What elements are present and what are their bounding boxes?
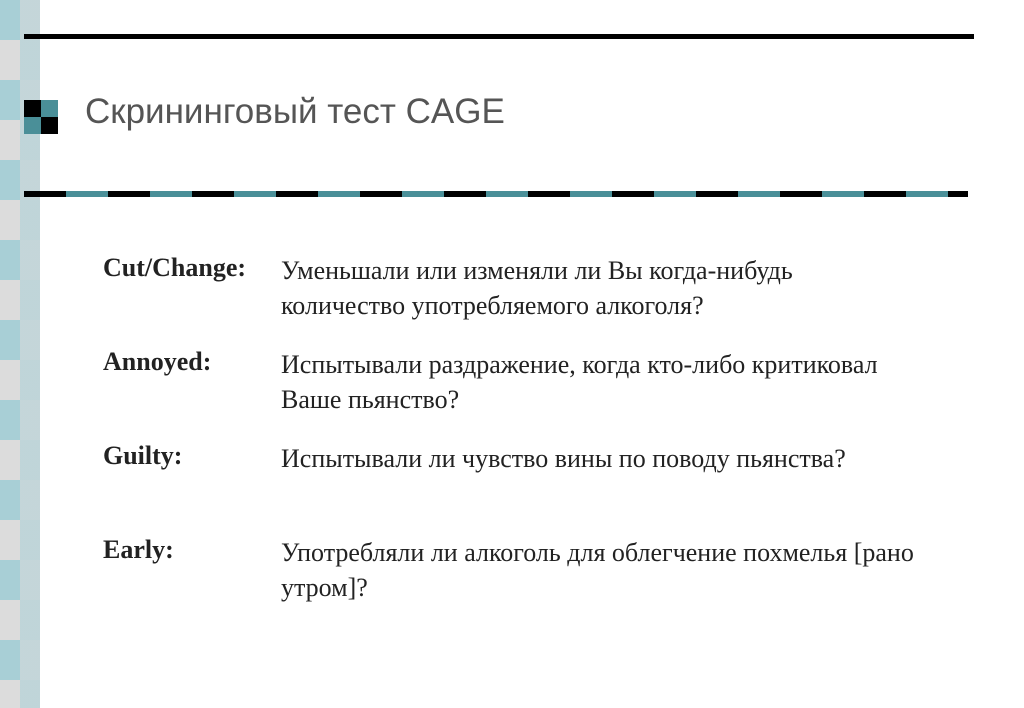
item-term: Early: (103, 535, 174, 564)
item-text: Испытывали ли чувство вины по поводу пьянства? (281, 444, 846, 473)
top-divider (24, 34, 974, 39)
list-item-early (103, 535, 963, 629)
title-bullet-icon (24, 100, 58, 134)
slide-title: Скрининговый тест CAGE (85, 92, 505, 131)
item-text: Испытывали раздражение, когда кто-либо критиковал Ваше пьянство? (281, 350, 878, 414)
item-text: Употребляли ли алкоголь для облегчение похмелья [рано утром]? (281, 538, 914, 602)
item-text: Уменьшали или изменяли ли Вы когда-нибудь количество употребляемого алкоголя? (281, 256, 793, 320)
list-item-guilty (103, 441, 963, 535)
cage-question-list (103, 253, 963, 629)
item-term: Guilty: (103, 441, 183, 470)
title-divider (24, 191, 968, 197)
item-term: Annoyed: (103, 347, 212, 376)
item-term: Cut/Change: (103, 253, 247, 282)
list-item-annoyed (103, 347, 963, 441)
list-item-cut (103, 253, 963, 347)
